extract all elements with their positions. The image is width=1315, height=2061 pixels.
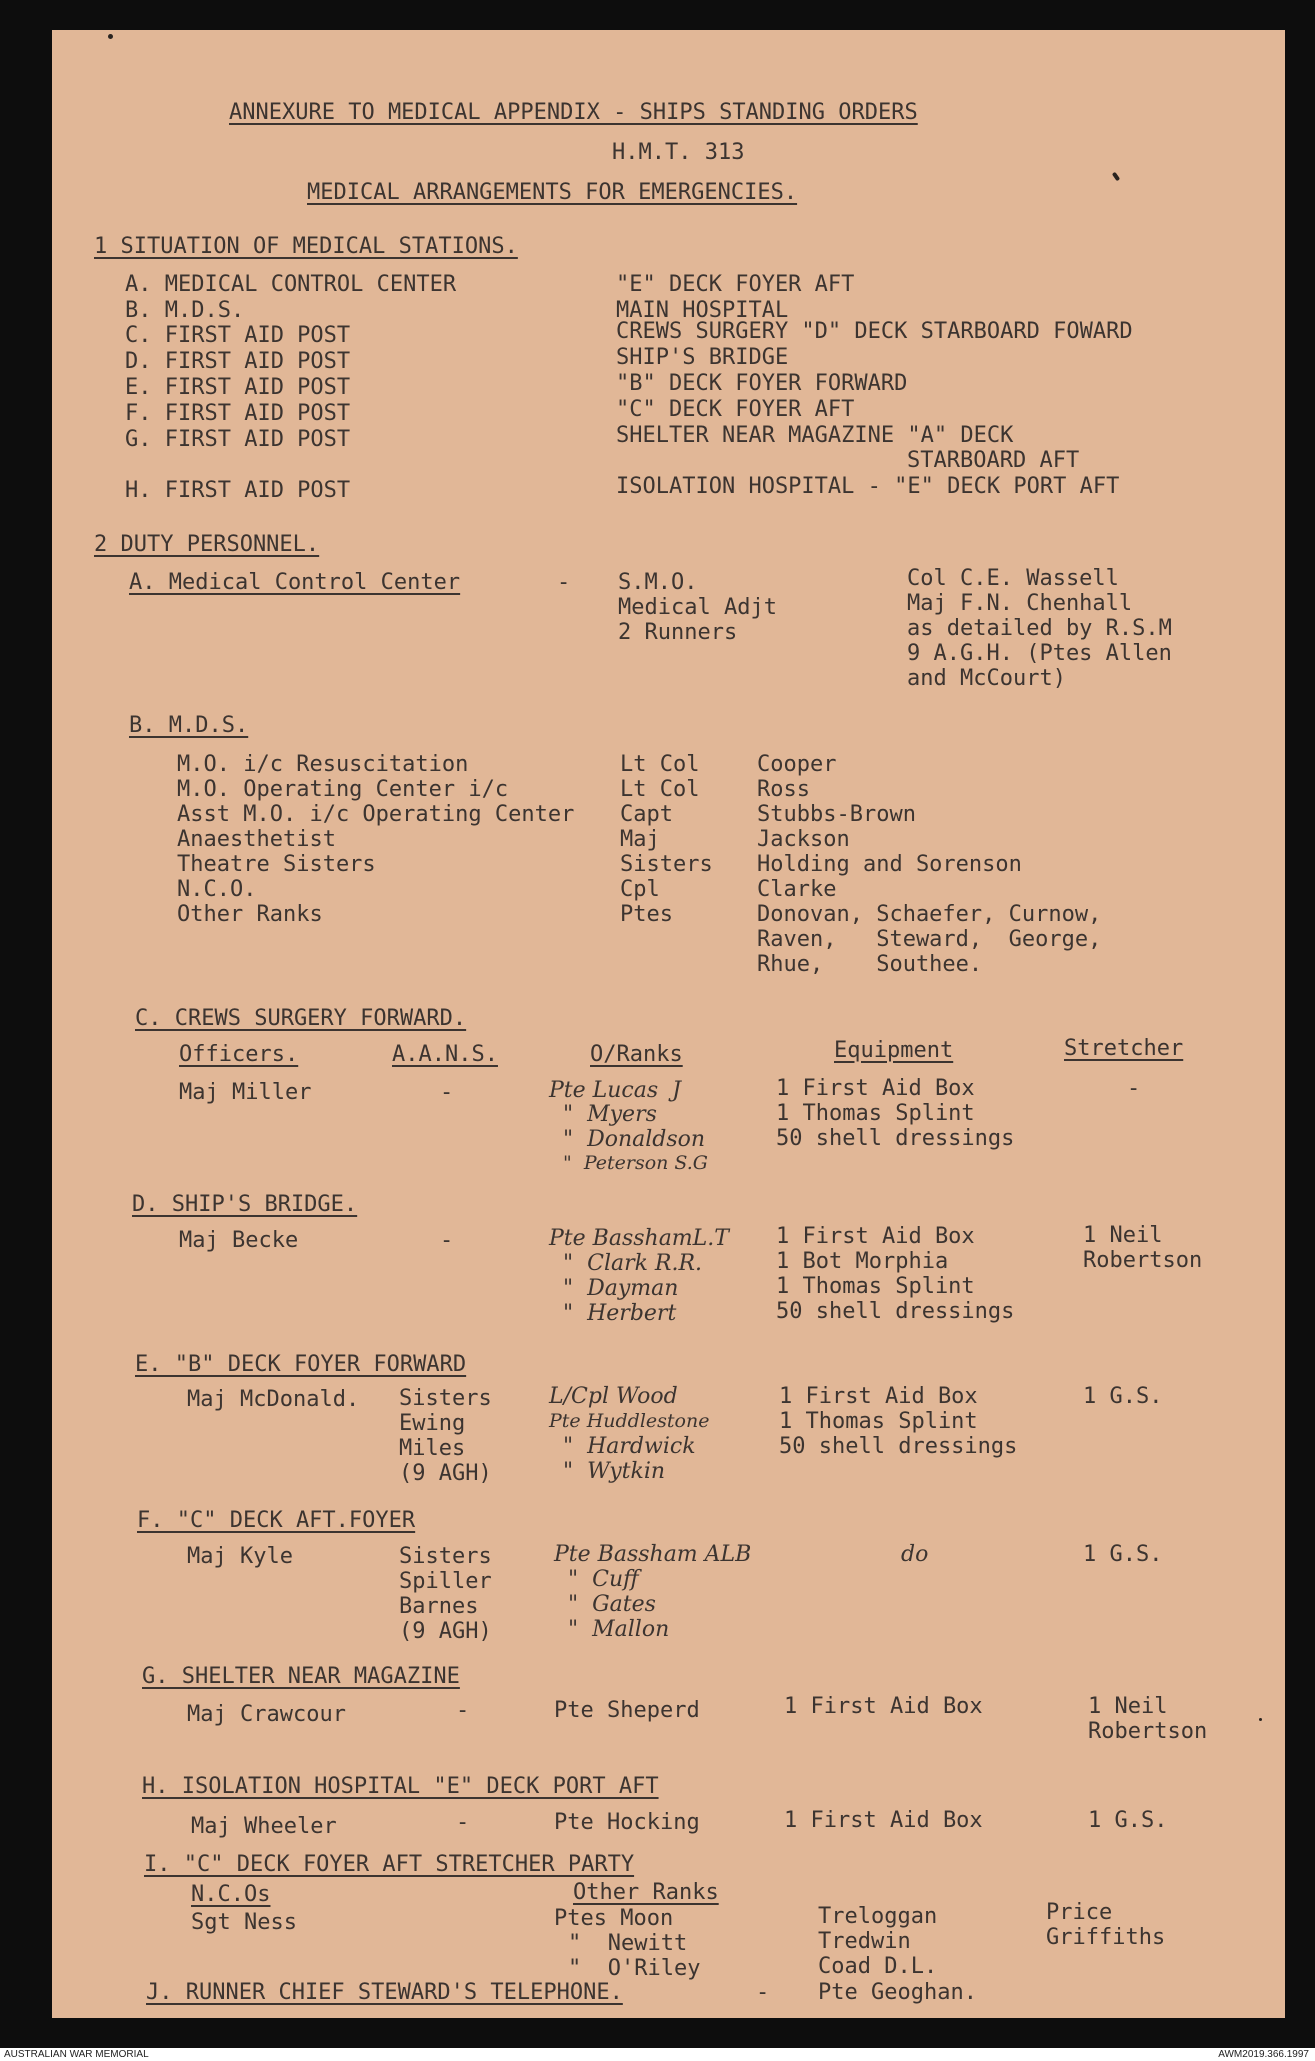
role-item: Theatre Sisters — [177, 852, 376, 877]
aans-entry: Miles — [399, 1436, 466, 1461]
rank-entry: " Clark R.R. — [563, 1251, 703, 1276]
officer-name: Maj Kyle — [187, 1544, 293, 1569]
role-item: N.C.O. — [177, 877, 257, 902]
column-header-oranks: O/Ranks — [590, 1042, 683, 1067]
role-item: Anaesthetist — [177, 827, 336, 852]
station-label: E. FIRST AID POST — [125, 375, 351, 400]
stretcher-party-member: Griffiths — [1046, 1925, 1166, 1950]
subsection-label: H. ISOLATION HOSPITAL "E" DECK PORT AFT — [142, 1774, 659, 1799]
ink-speck — [108, 34, 113, 39]
station-location: CREWS SURGERY "D" DECK STARBOARD FOWARD — [616, 319, 1133, 344]
aans-entry: (9 AGH) — [399, 1461, 492, 1486]
rank-item: Maj — [620, 827, 660, 852]
name-item: Col C.E. Wassell — [907, 566, 1119, 591]
stretcher-party-member: Coad D.L. — [818, 1954, 938, 1979]
subsection-label: F. "C" DECK AFT.FOYER — [137, 1508, 416, 1533]
equipment-entry: 1 Thomas Splint — [776, 1101, 975, 1126]
name-item: Ross — [757, 777, 810, 802]
ink-speck — [1112, 172, 1120, 182]
rank-entry: " Hardwick — [563, 1434, 696, 1459]
role-item: M.O. Operating Center i/c — [177, 777, 509, 802]
subsection-label: B. M.D.S. — [129, 713, 249, 738]
station-label: B. M.D.S. — [125, 298, 245, 323]
subsection-label: D. SHIP'S BRIDGE. — [132, 1192, 358, 1217]
subsection-label: I. "C" DECK FOYER AFT STRETCHER PARTY — [144, 1852, 635, 1877]
ink-speck — [1259, 1718, 1262, 1721]
station-label: G. FIRST AID POST — [125, 427, 351, 452]
subsection-label: A. Medical Control Center — [129, 570, 461, 595]
station-label: A. MEDICAL CONTROL CENTER — [125, 272, 457, 297]
station-location: "E" DECK FOYER AFT — [616, 272, 855, 297]
rank-entry: Pte Lucas J — [549, 1078, 681, 1103]
equipment-entry: 50 shell dressings — [776, 1299, 1015, 1324]
document-title: ANNEXURE TO MEDICAL APPENDIX - SHIPS STANDING ORDERS — [229, 100, 918, 125]
aans-entry: Ewing — [399, 1411, 466, 1436]
stretcher-party-member: Price — [1046, 1900, 1113, 1925]
name-item: Holding and Sorenson — [757, 852, 1022, 877]
rank-entry: " Cuff — [568, 1567, 639, 1592]
station-location: SHIP'S BRIDGE — [616, 345, 789, 370]
other-ranks-heading: Other Ranks — [573, 1880, 719, 1905]
rank-entry: Pte Hocking — [554, 1810, 700, 1835]
officer-name: Maj Crawcour — [187, 1702, 346, 1727]
stretcher-entry: 1 G.S. — [1083, 1384, 1163, 1409]
name-item: Cooper — [757, 752, 837, 777]
equipment-entry: 50 shell dressings — [776, 1126, 1015, 1151]
equipment-entry: 1 First Aid Box — [776, 1224, 975, 1249]
rank-item: Cpl — [620, 877, 660, 902]
rank-entry: Pte Bassham ALB — [554, 1542, 752, 1567]
dash: - — [557, 570, 571, 595]
station-location: "C" DECK FOYER AFT — [616, 397, 855, 422]
role-item: Medical Adjt — [618, 595, 777, 620]
rank-entry: L/Cpl Wood — [549, 1384, 678, 1409]
archive-footer — [0, 2048, 1315, 2061]
dash: - — [456, 1698, 470, 1723]
runner-name: Pte Geoghan. — [818, 1980, 977, 2005]
equipment-entry: 1 Thomas Splint — [779, 1409, 978, 1434]
stretcher-entry: Robertson — [1083, 1248, 1203, 1273]
column-header-officers: Officers. — [179, 1042, 299, 1067]
role-item: Other Ranks — [177, 902, 323, 927]
name-item: as detailed by R.S.M — [907, 616, 1172, 641]
name-item: Clarke — [757, 877, 837, 902]
stretcher-party-member: Treloggan — [818, 1904, 938, 1929]
role-item: M.O. i/c Resuscitation — [177, 752, 469, 777]
nco-name: Sgt Ness — [191, 1910, 297, 1935]
stretcher-entry: Robertson — [1088, 1719, 1208, 1744]
stretcher-entry: 1 G.S. — [1088, 1808, 1168, 1833]
equipment-entry: 1 First Aid Box — [776, 1076, 975, 1101]
rank-item: Capt — [620, 802, 673, 827]
station-location: SHELTER NEAR MAGAZINE "A" DECK — [616, 423, 1014, 448]
subsection-label: G. SHELTER NEAR MAGAZINE — [142, 1664, 460, 1689]
station-location: MAIN HOSPITAL — [616, 298, 789, 323]
name-item: 9 A.G.H. (Ptes Allen — [907, 641, 1172, 666]
document-subtitle: MEDICAL ARRANGEMENTS FOR EMERGENCIES. — [307, 180, 798, 205]
role-item: 2 Runners — [618, 620, 738, 645]
name-item: and McCourt) — [907, 666, 1066, 691]
rank-entry: " Myers — [563, 1102, 657, 1127]
officer-name: Maj Wheeler — [191, 1814, 337, 1839]
aans-entry: Spiller — [399, 1569, 492, 1594]
aans-entry: Sisters — [399, 1544, 492, 1569]
rank-entry: " Wytkin — [563, 1459, 666, 1484]
equipment-entry: 1 Thomas Splint — [776, 1274, 975, 1299]
rank-entry: Pte BasshamL.T — [549, 1226, 729, 1251]
stretcher-party-member: " Newitt — [568, 1931, 688, 1956]
name-item: Stubbs-Brown — [757, 802, 916, 827]
name-item: Jackson — [757, 827, 850, 852]
subsection-label: E. "B" DECK FOYER FORWARD — [135, 1352, 467, 1377]
name-item: Maj F.N. Chenhall — [907, 591, 1133, 616]
stretcher-entry: - — [1127, 1076, 1141, 1101]
stretcher-party-member: " O'Riley — [568, 1956, 701, 1981]
rank-entry: " Gates — [568, 1592, 656, 1617]
column-header-equipment: Equipment — [834, 1038, 954, 1063]
stretcher-party-member: Tredwin — [818, 1929, 911, 1954]
station-location: "B" DECK FOYER FORWARD — [616, 371, 908, 396]
document-page — [52, 30, 1285, 2018]
station-location: STARBOARD AFT — [907, 448, 1080, 473]
nco-heading: N.C.Os — [191, 1882, 271, 1907]
name-item: Donovan, Schaefer, Curnow, — [757, 902, 1102, 927]
equipment-entry: do — [901, 1542, 929, 1567]
rank-entry: " Dayman — [563, 1276, 679, 1301]
equipment-entry: 1 First Aid Box — [784, 1694, 983, 1719]
stretcher-entry: 1 G.S. — [1083, 1542, 1163, 1567]
dash: - — [756, 1980, 770, 2005]
rank-entry: Pte Huddlestone — [549, 1410, 710, 1432]
section1-heading: 1 SITUATION OF MEDICAL STATIONS. — [94, 234, 518, 259]
station-label: D. FIRST AID POST — [125, 349, 351, 374]
subsection-label: C. CREWS SURGERY FORWARD. — [135, 1006, 467, 1031]
equipment-entry: 50 shell dressings — [779, 1434, 1018, 1459]
column-header-stretcher: Stretcher — [1064, 1036, 1184, 1061]
dash: - — [456, 1810, 470, 1835]
section2-heading: 2 DUTY PERSONNEL. — [94, 532, 320, 557]
rank-item: Ptes — [620, 902, 673, 927]
station-location: ISOLATION HOSPITAL - "E" DECK PORT AFT — [616, 474, 1120, 499]
station-label: C. FIRST AID POST — [125, 323, 351, 348]
column-header-aans: A.A.N.S. — [392, 1042, 498, 1067]
stretcher-entry: 1 Neil — [1088, 1694, 1168, 1719]
station-label: H. FIRST AID POST — [125, 478, 351, 503]
name-item: Raven, Steward, George, — [757, 927, 1102, 952]
stretcher-party-member: Ptes Moon — [554, 1906, 674, 1931]
rank-item: Lt Col — [620, 777, 700, 802]
rank-entry: " Peterson S.G — [563, 1152, 708, 1174]
officer-name: Maj Becke — [179, 1228, 299, 1253]
equipment-entry: 1 First Aid Box — [779, 1384, 978, 1409]
dash: - — [440, 1080, 454, 1105]
officer-name: Maj Miller — [179, 1080, 312, 1105]
station-label: F. FIRST AID POST — [125, 401, 351, 426]
archive-name: AUSTRALIAN WAR MEMORIAL — [4, 2049, 149, 2060]
equipment-entry: 1 Bot Morphia — [776, 1249, 949, 1274]
equipment-entry: 1 First Aid Box — [784, 1808, 983, 1833]
officer-name: Maj McDonald. — [187, 1387, 360, 1412]
ship-designation: H.M.T. 313 — [612, 140, 745, 165]
aans-entry: Sisters — [399, 1386, 492, 1411]
role-item: Asst M.O. i/c Operating Center — [177, 802, 575, 827]
aans-entry: (9 AGH) — [399, 1619, 492, 1644]
archive-reference: AWM2019.366.1997 — [1218, 2049, 1309, 2060]
rank-item: Lt Col — [620, 752, 700, 777]
rank-item: Sisters — [620, 852, 713, 877]
name-item: Rhue, Southee. — [757, 952, 983, 977]
dash: - — [440, 1228, 454, 1253]
aans-entry: Barnes — [399, 1594, 479, 1619]
rank-entry: " Donaldson — [563, 1127, 706, 1152]
rank-entry: Pte Sheperd — [554, 1698, 700, 1723]
rank-entry: " Mallon — [568, 1617, 670, 1642]
stretcher-entry: 1 Neil — [1083, 1223, 1163, 1248]
rank-entry: " Herbert — [563, 1301, 677, 1326]
subsection-label: J. RUNNER CHIEF STEWARD'S TELEPHONE. — [146, 1980, 623, 2005]
role-item: S.M.O. — [618, 570, 698, 595]
